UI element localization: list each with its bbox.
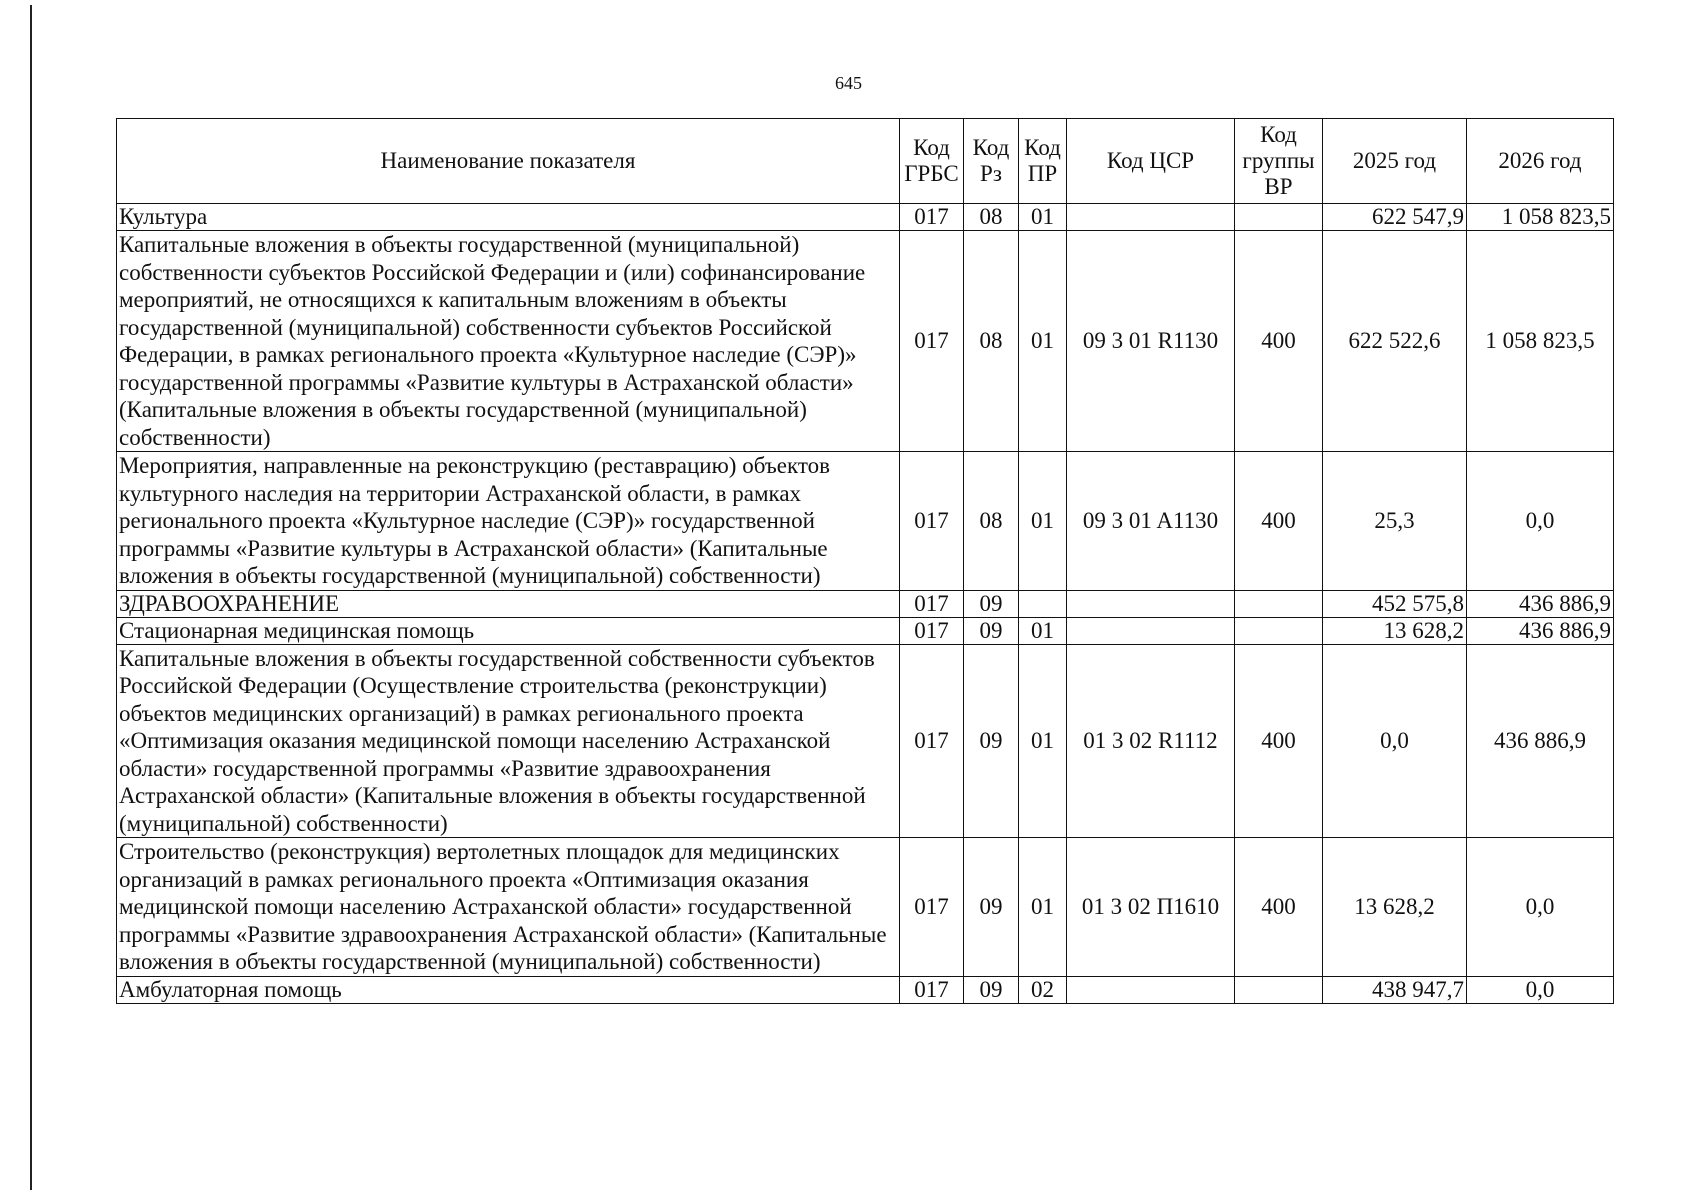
row-2026: 0,0: [1467, 452, 1614, 591]
row-vr: [1235, 590, 1323, 617]
row-vr: [1235, 204, 1323, 231]
row-2026: 0,0: [1467, 838, 1614, 977]
budget-table: [116, 118, 1614, 1004]
row-name: Капитальные вложения в объекты государственной (муниципальной) собственности субъектов Российской Федерации и (или) софинансирование мероприятий, не относящихся к капитальным вложениям в объекты государственной (муниципальной) собственности субъектов Российской Федерации, в рамках регионального проекта «Культурное наследие (СЭР)» государственной программы «Развитие культуры в Астраханской области» (Капитальные вложения в объекты государственной (муниципальной) собственности): [117, 231, 900, 452]
row-pr: 01: [1019, 617, 1067, 644]
row-2025: 622 522,6: [1323, 231, 1467, 452]
row-2025: 25,3: [1323, 452, 1467, 591]
header-pr: Код ПР: [1019, 119, 1067, 204]
row-vr: [1235, 617, 1323, 644]
row-2026: 1 058 823,5: [1467, 204, 1614, 231]
row-2026: 0,0: [1467, 976, 1614, 1003]
row-2025: 0,0: [1323, 644, 1467, 838]
page-number: 645: [835, 73, 862, 93]
row-vr: 400: [1235, 452, 1323, 591]
table-row: [117, 204, 1614, 231]
row-name: Мероприятия, направленные на реконструкцию (реставрацию) объектов культурного наследия на территории Астраханской области, в рамках регионального проекта «Культурное наследие (СЭР)» государственной программы «Развитие культуры в Астраханской области» (Капитальные вложения в объекты государственной (муниципальной) собственности): [117, 452, 900, 591]
row-2025: 438 947,7: [1323, 976, 1467, 1003]
row-vr: 400: [1235, 644, 1323, 838]
row-rz: 09: [964, 590, 1019, 617]
row-rz: 08: [964, 452, 1019, 591]
row-pr: 01: [1019, 231, 1067, 452]
row-csr: 01 3 02 П1610: [1067, 838, 1235, 977]
table-row: [117, 838, 1614, 977]
row-name: Культура: [117, 204, 900, 231]
table-row: [117, 644, 1614, 838]
row-pr: 01: [1019, 204, 1067, 231]
row-2026: 436 886,9: [1467, 617, 1614, 644]
header-name: Наименование показателя: [117, 119, 900, 204]
header-rz: Код Рз: [964, 119, 1019, 204]
row-2025: 622 547,9: [1323, 204, 1467, 231]
row-name: ЗДРАВООХРАНЕНИЕ: [117, 590, 900, 617]
row-pr: 01: [1019, 452, 1067, 591]
row-grbs: 017: [900, 204, 964, 231]
row-csr: 01 3 02 R1112: [1067, 644, 1235, 838]
scan-edge-line: [30, 5, 32, 1190]
table-row: [117, 590, 1614, 617]
row-rz: 08: [964, 204, 1019, 231]
row-name: Капитальные вложения в объекты государственной собственности субъектов Российской Федерации (Осуществление строительства (реконструкции) объектов медицинских организаций) в рамках регионального проекта «Оптимизация оказания медицинской помощи населению Астраханской области» государственной программы «Развитие здравоохранения Астраханской области» (Капитальные вложения в объекты государственной (муниципальной) собственности): [117, 644, 900, 838]
row-2025: 13 628,2: [1323, 838, 1467, 977]
row-grbs: 017: [900, 838, 964, 977]
row-2025: 452 575,8: [1323, 590, 1467, 617]
row-name: Стационарная медицинская помощь: [117, 617, 900, 644]
row-grbs: 017: [900, 644, 964, 838]
table-row: [117, 231, 1614, 452]
row-grbs: 017: [900, 231, 964, 452]
header-csr: Код ЦСР: [1067, 119, 1235, 204]
row-rz: 08: [964, 231, 1019, 452]
row-name: Строительство (реконструкция) вертолетных площадок для медицинских организаций в рамках регионального проекта «Оптимизация оказания медицинской помощи населению Астраханской области» государственной программы «Развитие здравоохранения Астраханской области» (Капитальные вложения в объекты государственной (муниципальной) собственности): [117, 838, 900, 977]
header-grbs: Код ГРБС: [900, 119, 964, 204]
row-2026: 436 886,9: [1467, 590, 1614, 617]
row-grbs: 017: [900, 590, 964, 617]
header-vr: Код группы ВР: [1235, 119, 1323, 204]
row-csr: [1067, 617, 1235, 644]
row-vr: [1235, 976, 1323, 1003]
row-pr: [1019, 590, 1067, 617]
row-pr: 01: [1019, 838, 1067, 977]
row-rz: 09: [964, 644, 1019, 838]
row-name: Амбулаторная помощь: [117, 976, 900, 1003]
row-csr: [1067, 976, 1235, 1003]
row-2025: 13 628,2: [1323, 617, 1467, 644]
table-header-row: [117, 119, 1614, 204]
row-pr: 01: [1019, 644, 1067, 838]
row-csr: [1067, 204, 1235, 231]
row-csr: [1067, 590, 1235, 617]
table-row: [117, 452, 1614, 591]
row-rz: 09: [964, 617, 1019, 644]
table-row: [117, 976, 1614, 1003]
row-vr: 400: [1235, 231, 1323, 452]
row-rz: 09: [964, 976, 1019, 1003]
table-row: [117, 617, 1614, 644]
row-2026: 436 886,9: [1467, 644, 1614, 838]
header-2025: 2025 год: [1323, 119, 1467, 204]
row-csr: 09 3 01 A1130: [1067, 452, 1235, 591]
row-rz: 09: [964, 838, 1019, 977]
row-grbs: 017: [900, 976, 964, 1003]
row-grbs: 017: [900, 452, 964, 591]
row-2026: 1 058 823,5: [1467, 231, 1614, 452]
header-2026: 2026 год: [1467, 119, 1614, 204]
row-vr: 400: [1235, 838, 1323, 977]
row-csr: 09 3 01 R1130: [1067, 231, 1235, 452]
row-grbs: 017: [900, 617, 964, 644]
row-pr: 02: [1019, 976, 1067, 1003]
